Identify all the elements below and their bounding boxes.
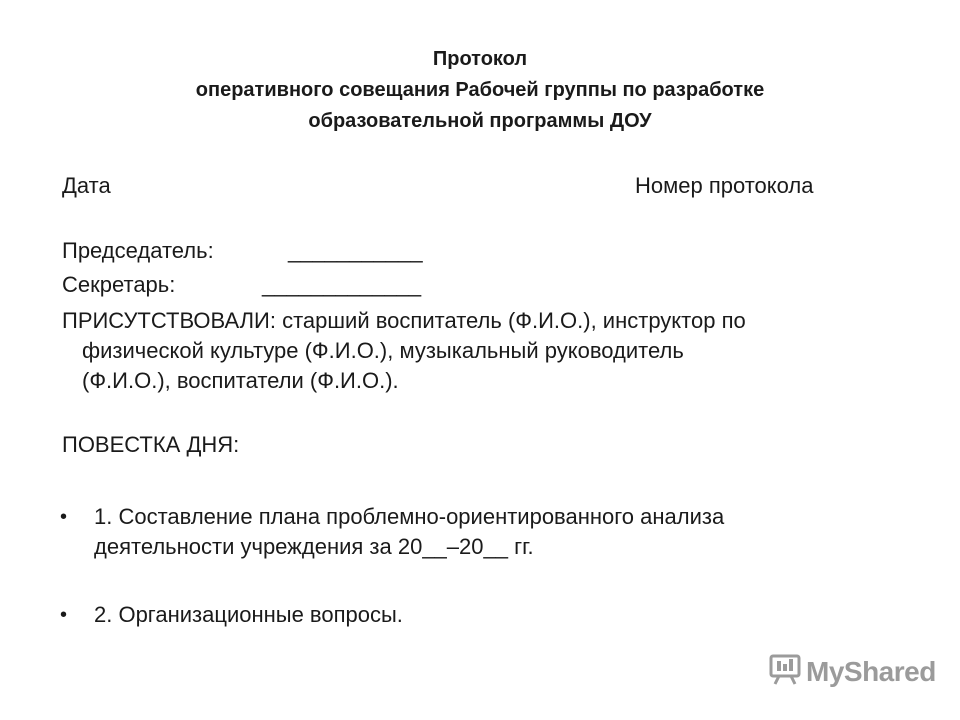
secretary-label: Секретарь: — [62, 272, 176, 297]
presentation-board-icon — [768, 652, 802, 691]
watermark-text: MyShared — [806, 655, 936, 687]
attendees-paragraph — [62, 306, 862, 396]
agenda-item-2-line-1: 2. Организационные вопросы. — [94, 602, 403, 627]
document-title — [0, 44, 960, 137]
chair-label: Председатель: — [62, 238, 214, 263]
title-line-3: образовательной программы ДОУ — [308, 110, 652, 132]
watermark — [768, 652, 936, 691]
date-label: Дата — [62, 173, 111, 198]
secretary-blank: _____________ — [262, 272, 422, 297]
protocol-number-label: Номер протокола — [635, 173, 814, 198]
agenda-item-1 — [94, 502, 724, 562]
agenda-item-1-line-2: деятельности учреждения за 20__–20__ гг. — [94, 534, 534, 559]
agenda-item-2 — [94, 600, 403, 630]
attendees-line-2: физической культуре (Ф.И.О.), музыкальный руководитель — [82, 338, 684, 363]
agenda-heading: ПОВЕСТКА ДНЯ: — [62, 432, 240, 457]
title-line-1: Протокол — [432, 48, 528, 70]
agenda-item-1-line-1: 1. Составление плана проблемно-ориентированного анализа — [94, 504, 725, 529]
bullet-icon: • — [60, 604, 68, 626]
attendees-line-3: (Ф.И.О.), воспитатели (Ф.И.О.). — [82, 368, 399, 393]
title-line-2: оперативного совещания Рабочей группы по разработке — [195, 79, 765, 101]
bullet-icon: • — [60, 506, 68, 528]
chair-blank: ___________ — [288, 238, 423, 263]
attendees-line-1: ПРИСУТСТВОВАЛИ: старший воспитатель (Ф.И.О.), инструктор по — [62, 308, 746, 333]
